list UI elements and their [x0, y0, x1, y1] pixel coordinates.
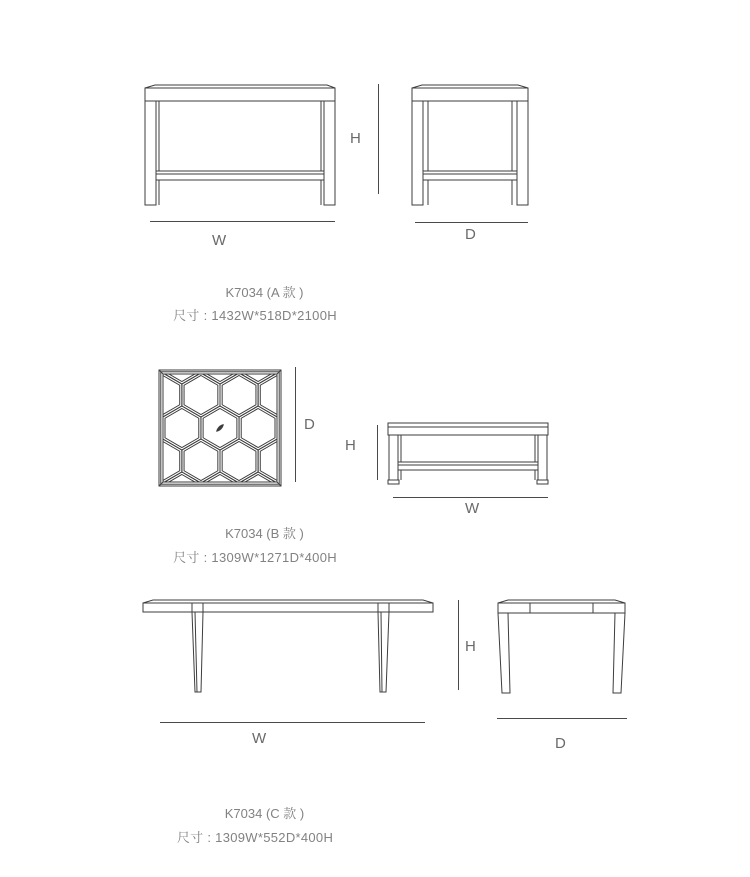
width-label: W — [465, 500, 480, 517]
depth-label: D — [465, 226, 477, 243]
product-size: 尺寸 : 1432W*518D*2100H — [173, 308, 337, 323]
width-label: W — [252, 730, 267, 747]
height-label: H — [350, 130, 362, 147]
table-c-front-view-drawing — [138, 596, 438, 696]
depth-dimension-line — [415, 222, 528, 223]
width-dimension-line — [150, 221, 335, 222]
height-label: H — [465, 638, 477, 655]
table-b-front-view-drawing — [383, 418, 553, 488]
depth-label: D — [304, 416, 316, 433]
table-c-side-view-drawing — [492, 596, 632, 698]
product-code: K7034 (C 款 ) — [224, 806, 305, 821]
height-label: H — [345, 437, 357, 454]
height-dimension-line — [378, 84, 379, 194]
table-a-side-view-drawing — [405, 80, 535, 210]
height-dimension-line — [377, 425, 378, 480]
width-label: W — [212, 232, 227, 249]
table-b-top-view-drawing — [155, 366, 287, 490]
depth-label: D — [555, 735, 567, 752]
width-dimension-line — [393, 497, 548, 498]
product-code: K7034 (A 款 ) — [225, 285, 304, 300]
height-dimension-line — [458, 600, 459, 690]
product-code: K7034 (B 款 ) — [225, 526, 304, 541]
depth-dimension-line — [295, 367, 296, 482]
wood-grain-leaf-icon — [215, 423, 225, 433]
table-a-front-view-drawing — [140, 80, 340, 210]
depth-dimension-line — [497, 718, 627, 719]
width-dimension-line — [160, 722, 425, 723]
product-size: 尺寸 : 1309W*552D*400H — [176, 830, 334, 845]
product-size: 尺寸 : 1309W*1271D*400H — [173, 550, 337, 565]
